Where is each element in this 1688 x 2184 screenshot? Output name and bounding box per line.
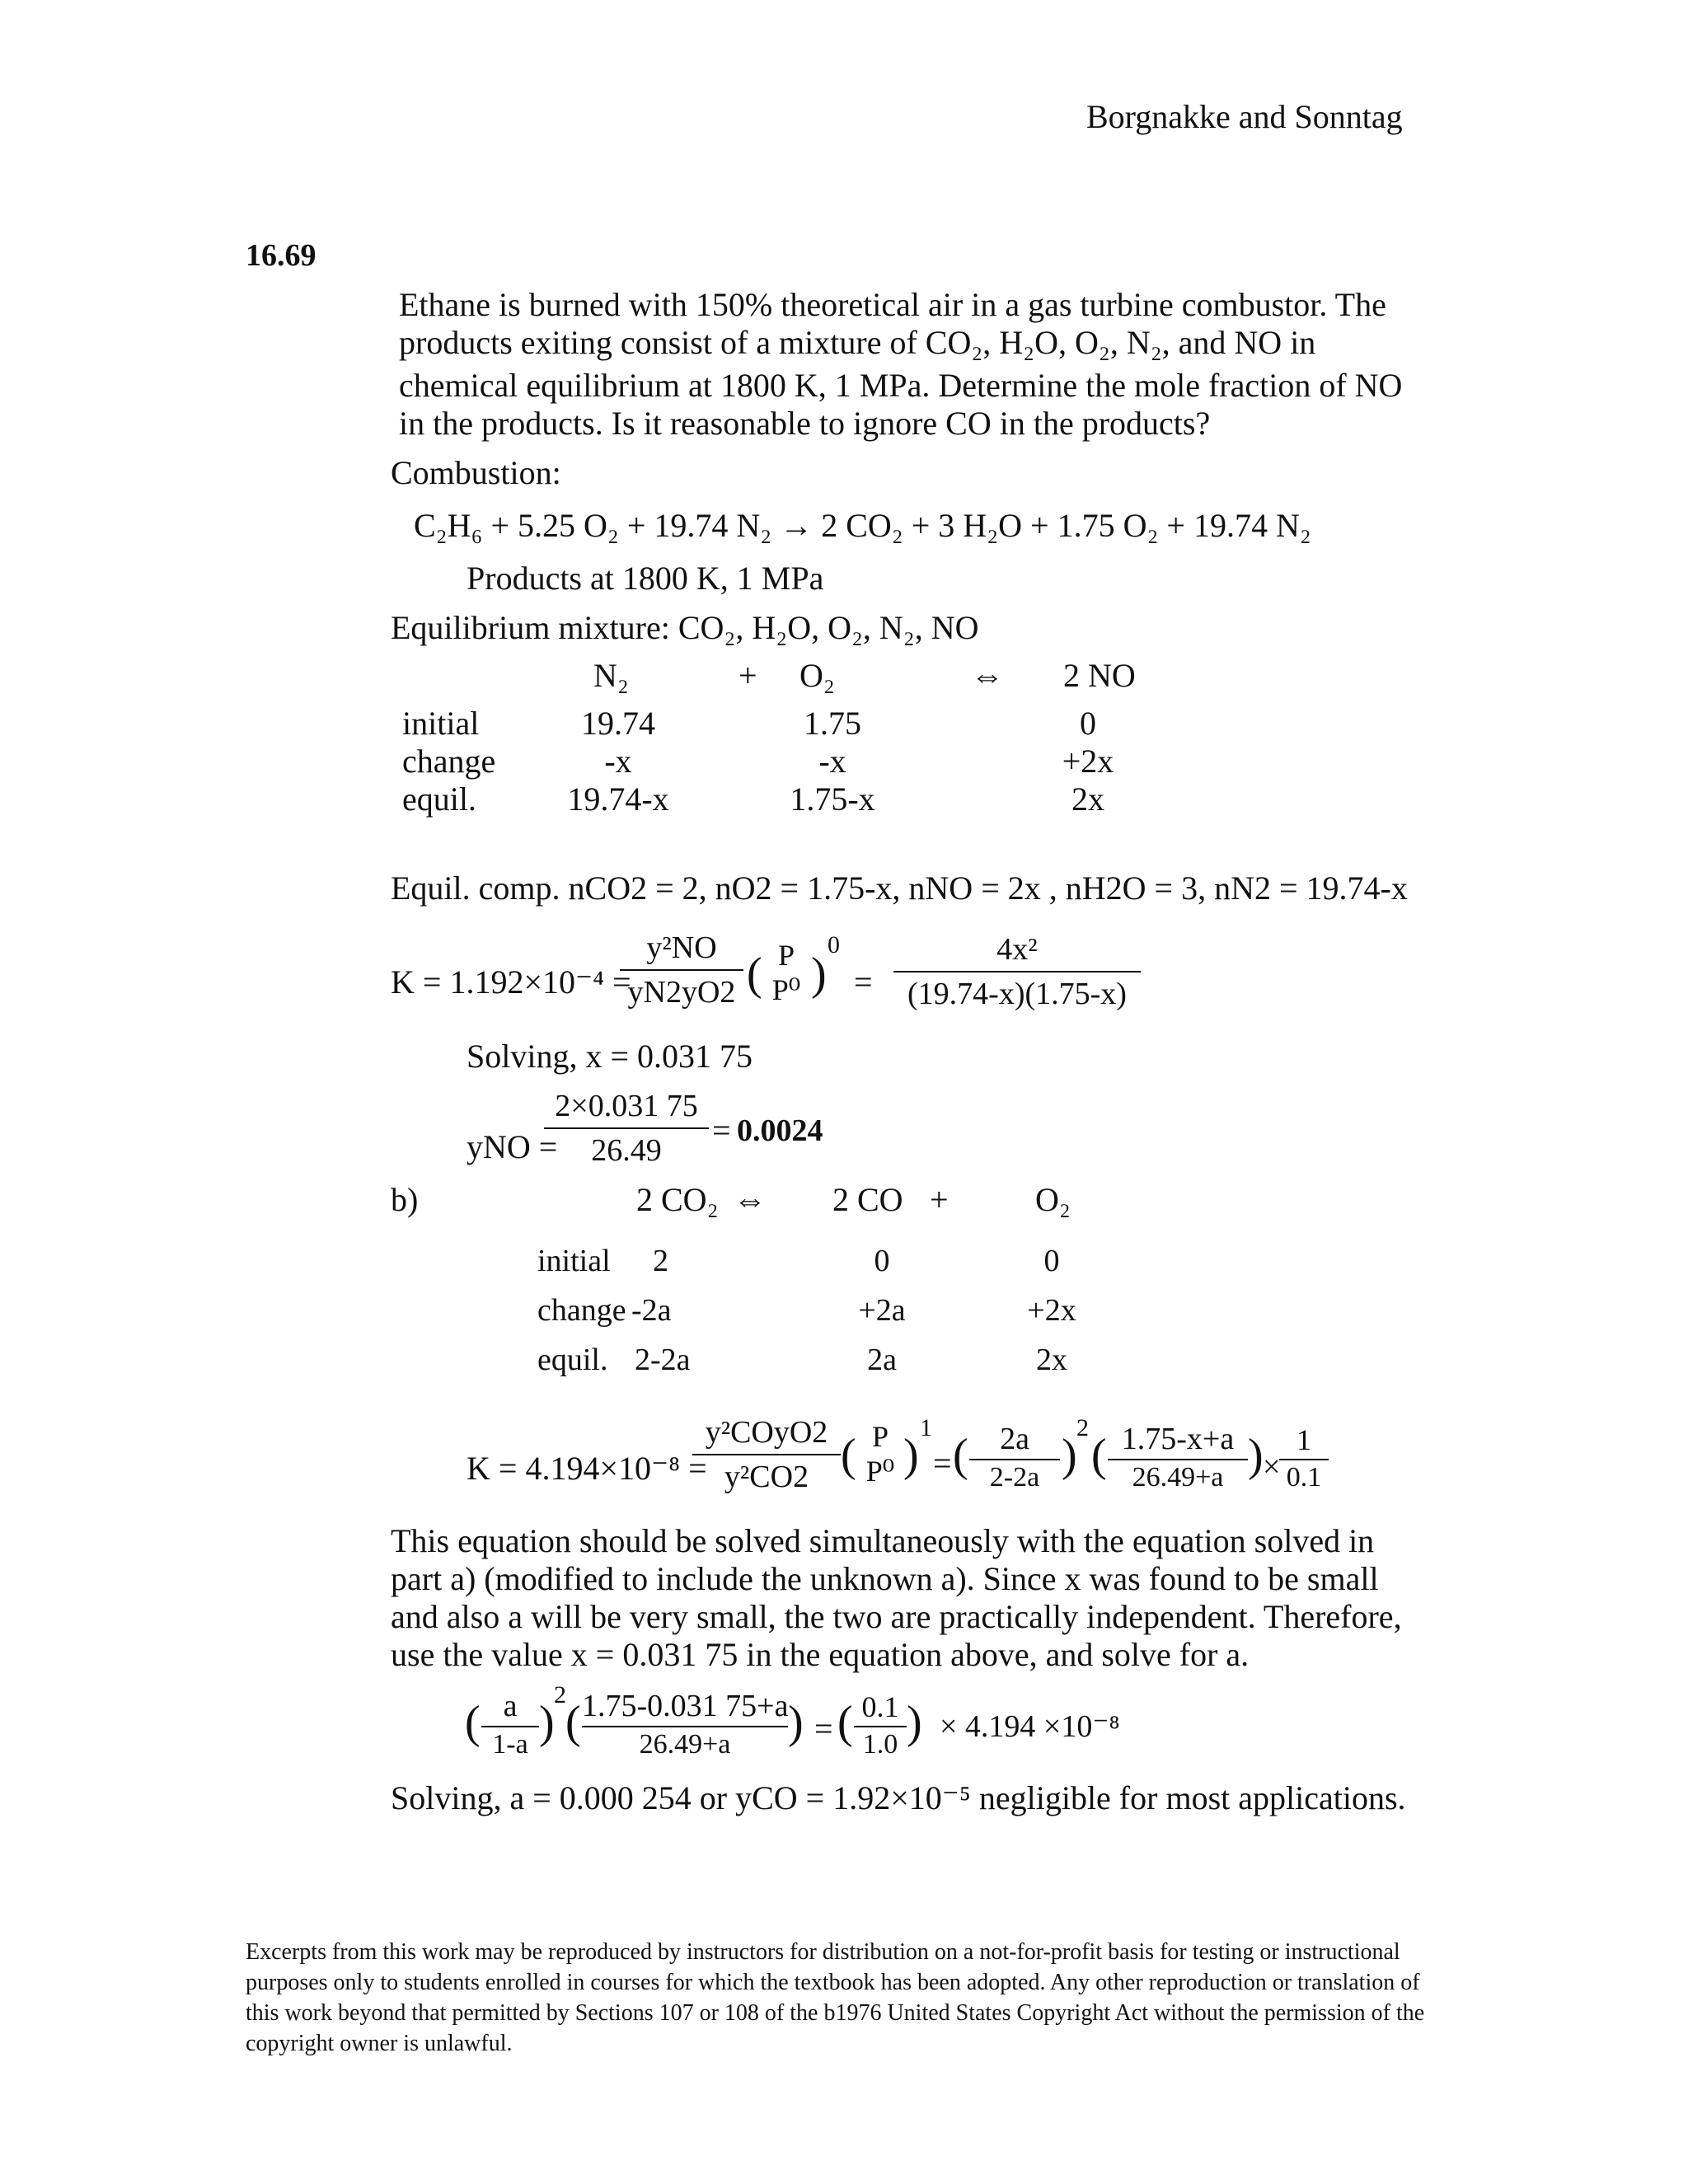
paren-close: ): [539, 1697, 555, 1748]
fraction-denominator: 1.0: [862, 1729, 898, 1760]
cell: -x: [604, 743, 632, 780]
y-no-result: 0.0024: [737, 1113, 823, 1148]
fraction-numerator: 1.75-0.031 75+a: [582, 1689, 789, 1723]
table-header-co2: 2 CO₂: [636, 1181, 719, 1218]
final-tail: × 4.194 ×10⁻⁸: [940, 1709, 1120, 1744]
paren-open: (: [1091, 1430, 1107, 1481]
fraction-denominator: 2-2a: [989, 1462, 1040, 1493]
row-label: change: [537, 1293, 626, 1328]
paren-open: (: [841, 1430, 856, 1481]
fraction-bar: [1279, 1459, 1329, 1460]
fraction-denominator: 26.49: [591, 1133, 662, 1168]
equals-sign: =: [854, 963, 873, 1001]
y-no-lhs: yNO =: [467, 1128, 558, 1165]
equals-sign: =: [814, 1710, 833, 1747]
explanation-line: use the value x = 0.031 75 in the equation above, and solve for a.: [391, 1636, 1250, 1673]
equilibrium-mixture: Equilibrium mixture: CO₂, H₂O, O₂, N₂, NO: [391, 609, 979, 646]
solving-x: Solving, x = 0.031 75: [467, 1038, 753, 1075]
problem-number: 16.69: [246, 238, 316, 273]
paren-open: (: [465, 1697, 481, 1748]
cell: 2: [653, 1244, 668, 1278]
fraction-bar: [1108, 1459, 1248, 1460]
combustion-equation: C₂H₆ + 5.25 O₂ + 19.74 N₂ → 2 CO₂ + 3 H₂O + 1.75 O₂ + 19.74 N₂: [414, 507, 1311, 544]
exponent: 1: [920, 1414, 932, 1441]
row-label: initial: [402, 705, 480, 742]
row-label: equil.: [402, 780, 476, 818]
pressure-den: P⁰: [865, 1455, 895, 1488]
row-label: change: [402, 743, 496, 780]
statement-line: in the products. Is it reasonable to ignore CO in the products?: [399, 405, 1211, 442]
fraction-denominator: 26.49+a: [639, 1729, 731, 1760]
fraction-bar: [582, 1726, 788, 1727]
fraction-bar: [544, 1127, 709, 1129]
fraction-denominator: 26.49+a: [1132, 1462, 1224, 1493]
exponent: 2: [554, 1681, 566, 1708]
paren-close: ): [907, 1697, 922, 1748]
row-label: equil.: [537, 1343, 608, 1377]
paren-open: (: [837, 1697, 853, 1748]
fraction-numerator: y²NO: [646, 930, 717, 965]
equil-composition: Equil. comp. nCO2 = 2, nO2 = 1.75-x, nNO = 2x , nH2O = 3, nN2 = 19.74-x: [391, 869, 1408, 907]
table-header-plus: +: [930, 1181, 949, 1218]
paren-close: ): [788, 1697, 804, 1748]
fraction-bar: [620, 969, 743, 971]
table-header-no: 2 NO: [1063, 657, 1136, 694]
fraction-numerator: y²COyO2: [705, 1415, 828, 1450]
table-header-plus: +: [738, 657, 757, 694]
combustion-label: Combustion:: [391, 454, 561, 491]
fraction-numerator: 1: [1296, 1423, 1311, 1456]
cell: 0: [874, 1244, 890, 1278]
fraction-denominator: yN2yO2: [627, 975, 736, 1010]
paren-open: (: [565, 1697, 581, 1748]
cell: 0: [1080, 705, 1096, 742]
exponent: 0: [828, 931, 840, 958]
table-header-arrow: ⇔: [734, 1181, 767, 1218]
paren-close: ): [811, 949, 827, 1000]
cell: 0: [1043, 1244, 1060, 1278]
table-header-o2: O₂: [799, 657, 835, 694]
fraction-numerator: 2a: [1000, 1422, 1029, 1456]
table-header-n2: N₂: [593, 657, 629, 694]
times-sign: ×: [1263, 1450, 1281, 1484]
fraction-numerator: 0.1: [861, 1690, 899, 1723]
solving-a: Solving, a = 0.000 254 or yCO = 1.92×10⁻⁵ negligible for most applications.: [391, 1779, 1406, 1816]
fraction-bar: [969, 1459, 1060, 1460]
cell: -x: [818, 743, 846, 780]
k-lhs: K = 1.192×10⁻⁴ =: [391, 963, 631, 1001]
table-header-o2: O₂: [1035, 1181, 1071, 1218]
fraction-numerator: 4x²: [996, 932, 1038, 967]
products-state: Products at 1800 K, 1 MPa: [467, 560, 824, 597]
cell: 19.74-x: [567, 780, 669, 818]
fraction-numerator: 2×0.031 75: [555, 1089, 698, 1123]
cell: +2a: [858, 1293, 906, 1328]
paren-open: (: [747, 949, 762, 1000]
fraction-bar: [692, 1454, 841, 1455]
k-lhs: K = 4.194×10⁻⁸ =: [467, 1450, 707, 1487]
paren-close: ): [1062, 1430, 1077, 1481]
statement-line: chemical equilibrium at 1800 K, 1 MPa. Determine the mole fraction of NO: [399, 367, 1403, 404]
cell: 1.75-x: [790, 780, 875, 818]
table-header-co: 2 CO: [832, 1181, 903, 1218]
cell: 2x: [1071, 780, 1104, 818]
explanation-line: This equation should be solved simultaneously with the equation solved in: [391, 1522, 1375, 1559]
cell: -2a: [631, 1293, 672, 1328]
statement-line: Ethane is burned with 150% theoretical air in a gas turbine combustor. The: [399, 286, 1386, 323]
pressure-num: P: [871, 1420, 889, 1453]
fraction-denominator: y²CO2: [724, 1460, 809, 1494]
part-b-label: b): [391, 1181, 419, 1218]
equals-sign: =: [933, 1445, 952, 1482]
cell: +2x: [1062, 743, 1114, 780]
cell: 1.75: [804, 705, 861, 742]
fraction-numerator: a: [503, 1689, 518, 1723]
row-label: initial: [537, 1244, 611, 1278]
cell: 2x: [1036, 1343, 1067, 1377]
table-header-arrow: ⇔: [971, 657, 1004, 694]
fraction-denominator: 1-a: [492, 1729, 528, 1760]
paren-close: ): [903, 1430, 919, 1481]
pressure-den: P⁰: [771, 973, 801, 1006]
copyright-footer: Excerpts from this work may be reproduced by instructors for distribution on a not-for-profit basis for testing or instructional purposes only to students enrolled in courses for which the textbook has been adopted. Any other reproduction or translation of this work beyond that permitted by Sections 107 or 108 of the b1976 United States Copyright Act without the permission of the copyright owner is unlawful.: [246, 1939, 1425, 2056]
paren-open: (: [953, 1430, 968, 1481]
cell: 2-2a: [635, 1343, 691, 1377]
exponent: 2: [1076, 1414, 1089, 1441]
paren-close: ): [1248, 1430, 1264, 1481]
pressure-num: P: [777, 939, 795, 972]
fraction-denominator: 0.1: [1286, 1462, 1322, 1493]
fraction-bar: [854, 1726, 907, 1727]
cell: +2x: [1027, 1293, 1076, 1328]
fraction-numerator: 1.75-x+a: [1121, 1422, 1235, 1456]
cell: 2a: [867, 1343, 897, 1377]
fraction-denominator: (19.74-x)(1.75-x): [907, 977, 1127, 1011]
equals-sign: =: [712, 1112, 731, 1149]
statement-line: products exiting consist of a mixture of CO₂, H₂O, O₂, N₂, and NO in: [399, 324, 1316, 361]
cell: 19.74: [581, 705, 655, 742]
explanation-line: and also a will be very small, the two are practically independent. Therefore,: [391, 1598, 1402, 1635]
fraction-bar: [481, 1726, 539, 1727]
fraction-bar: [893, 971, 1141, 972]
header-authors: Borgnakke and Sonntag: [1086, 98, 1403, 135]
explanation-line: part a) (modified to include the unknown a). Since x was found to be small: [391, 1560, 1379, 1597]
